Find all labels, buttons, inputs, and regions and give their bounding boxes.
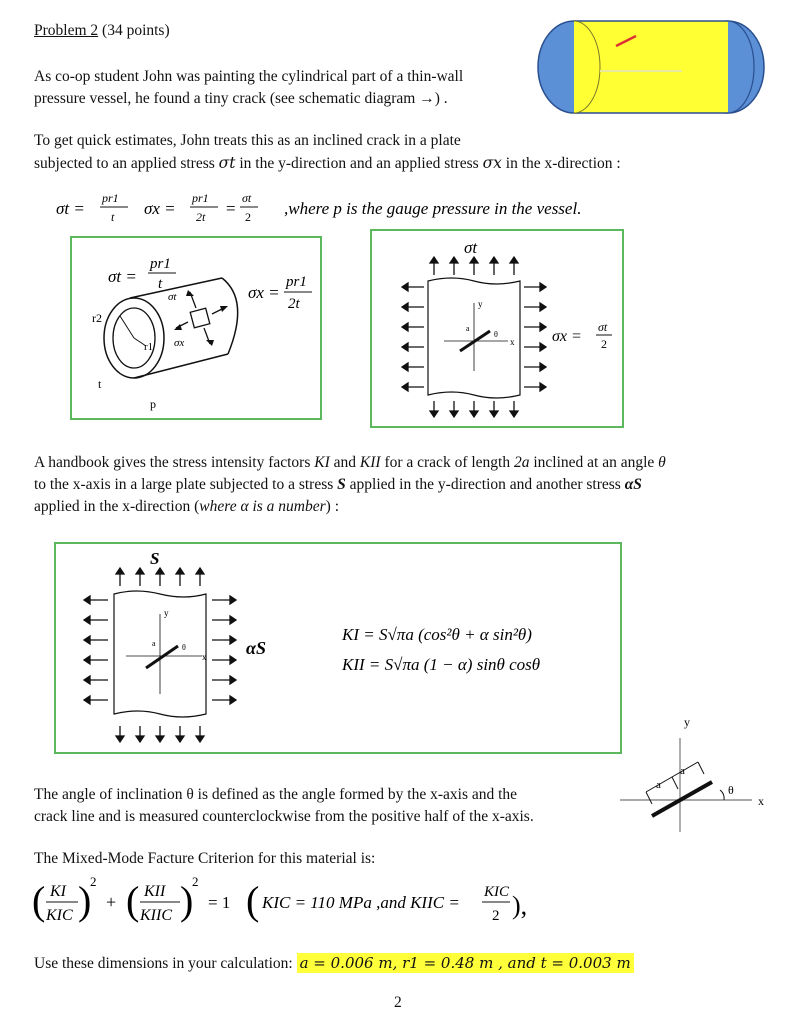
handbook-line-1: A handbook gives the stress intensity factors KI and KII for a crack of length 2a inclined at an angle θ — [34, 454, 666, 471]
svg-text:KII: KII — [144, 883, 166, 900]
pressure-vessel-illustration — [532, 14, 772, 122]
svg-text:2t: 2t — [288, 296, 300, 312]
svg-text:t: t — [98, 377, 102, 391]
svg-text:): ) — [180, 878, 194, 923]
svg-text:a: a — [152, 639, 156, 648]
svg-text:θ: θ — [494, 330, 498, 339]
svg-text:y: y — [164, 608, 169, 618]
svg-text:θ: θ — [182, 643, 186, 652]
svg-text:pr1: pr1 — [102, 191, 119, 205]
svg-text:a: a — [466, 324, 470, 333]
svg-text:y: y — [684, 715, 690, 729]
ki-equation: KI = S√πa (cos²θ + α sin²θ) — [342, 625, 532, 644]
handbook-line-2: to the x-axis in a large plate subjected to a stress S applied in the y-direction and another stress αS — [34, 476, 642, 493]
svg-text:σx =: σx = — [552, 328, 582, 345]
kii-equation: KII = S√πa (1 − α) sinθ cosθ — [342, 655, 541, 674]
svg-text:): ) — [78, 878, 92, 923]
svg-text:σt: σt — [242, 191, 252, 205]
svg-text:2: 2 — [245, 210, 251, 224]
intro-line-2: pressure vessel, he found a tiny crack (see schematic diagram →) . — [34, 90, 448, 107]
dimensions-label: Use these dimensions in your calculation: — [34, 955, 293, 972]
svg-text:σx =: σx = — [248, 283, 280, 302]
svg-text:x: x — [510, 337, 515, 347]
svg-text:a: a — [656, 779, 661, 791]
svg-text:2: 2 — [90, 874, 97, 889]
svg-text:σt: σt — [464, 238, 478, 257]
problem-label: Problem 2 — [34, 22, 99, 39]
svg-text:x: x — [758, 794, 764, 808]
sigma-t-symbol: σt — [218, 154, 236, 172]
problem-points: (34 points) — [102, 22, 170, 39]
svg-text:σt: σt — [598, 320, 608, 334]
cylinder-figure — [72, 238, 320, 418]
svg-text:2t: 2t — [196, 210, 206, 224]
criterion-equation — [32, 872, 592, 934]
svg-text:KIC: KIC — [484, 884, 510, 900]
svg-text:=: = — [226, 199, 236, 218]
svg-text:σt =: σt = — [108, 267, 137, 286]
svg-text:t: t — [111, 210, 115, 224]
dimensions-values: a = 0.006 m, r1 = 0.48 m , and t = 0.003 m — [297, 953, 634, 973]
svg-text:KI: KI — [50, 883, 66, 900]
dimensions-line — [34, 952, 634, 975]
svg-text:p: p — [150, 397, 156, 411]
svg-text:KIC: KIC — [46, 907, 73, 924]
page-number: 2 — [394, 994, 402, 1011]
svg-text:r2: r2 — [92, 311, 102, 325]
handbook-line-3: applied in the x-direction (where α is a number) : — [34, 498, 340, 515]
gauge-pressure-note: ,where p is the gauge pressure in the vessel. — [284, 199, 582, 218]
angle-def-line-2: crack line and is measured counterclockwise from the positive half of the x-axis. — [34, 808, 534, 825]
svg-text:KIC = 110 MPa ,and KIIC =: KIC = 110 MPa ,and KIIC = — [262, 893, 460, 912]
sigma-x-symbol: σx — [482, 154, 502, 172]
svg-text:a: a — [680, 765, 685, 777]
sigma-x-eq: σx = — [144, 199, 176, 218]
svg-text:),: ), — [512, 891, 528, 920]
svg-text:2: 2 — [492, 908, 500, 924]
svg-text:αS: αS — [246, 638, 266, 658]
svg-text:σx: σx — [174, 337, 185, 349]
svg-text:x: x — [202, 652, 207, 662]
svg-text:2: 2 — [601, 337, 607, 351]
svg-text:pr1: pr1 — [192, 191, 209, 205]
plate-figure-2 — [56, 544, 620, 752]
approach-line-2: subjected to an applied stress σt in the y-direction and an applied stress σx in the x-direction : — [34, 154, 621, 172]
plate-figure-1-frame — [370, 229, 624, 428]
sigma-t-eq: σt = — [56, 199, 85, 218]
svg-text:r1: r1 — [144, 341, 154, 353]
svg-text:(: ( — [126, 878, 140, 923]
plate-figure-1 — [372, 231, 622, 426]
plate-figure-2-frame — [54, 542, 622, 754]
svg-text:S: S — [150, 549, 160, 568]
cylinder-figure-frame — [70, 236, 322, 420]
svg-text:2: 2 — [192, 874, 199, 889]
criterion-intro: The Mixed-Mode Facture Criterion for this material is: — [34, 850, 376, 867]
svg-text:pr1: pr1 — [150, 256, 171, 272]
svg-text:pr1: pr1 — [286, 274, 307, 290]
svg-text:KIIC: KIIC — [140, 907, 172, 924]
problem-header — [34, 20, 170, 42]
svg-text:σt: σt — [168, 291, 177, 303]
angle-def-line-1: The angle of inclination θ is defined as the angle formed by the x-axis and the — [34, 786, 518, 803]
intro-line-1: As co-op student John was painting the cylindrical part of a thin-wall — [34, 68, 464, 85]
svg-text:+: + — [106, 892, 117, 912]
svg-text:θ: θ — [728, 783, 734, 797]
approach-line-1: To get quick estimates, John treats this as an inclined crack in a plate — [34, 132, 461, 149]
svg-text:y: y — [478, 299, 483, 309]
svg-text:= 1: = 1 — [208, 893, 231, 912]
svg-text:(: ( — [32, 878, 46, 923]
svg-text:(: ( — [246, 878, 260, 923]
stress-formulas — [56, 188, 676, 230]
svg-text:t: t — [158, 276, 163, 292]
crack-angle-diagram — [612, 712, 772, 838]
